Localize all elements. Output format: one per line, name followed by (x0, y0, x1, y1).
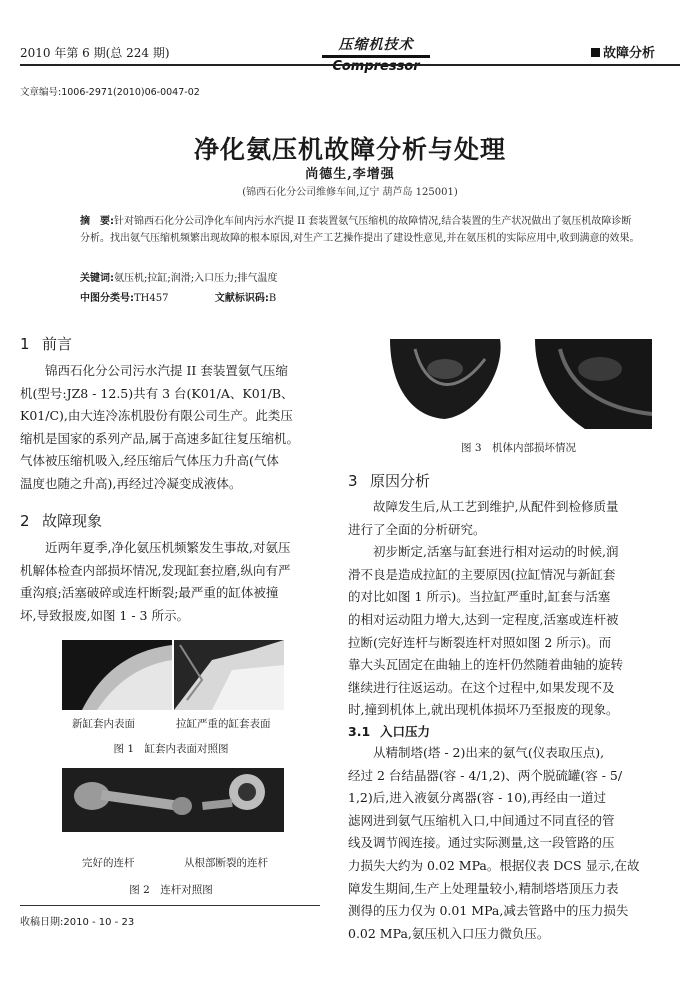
para-line: 锦西石化分公司污水汽提 II 套装置氨气压缩 (45, 363, 288, 378)
footer-rule (20, 905, 320, 906)
section-3-1-body: 从精制塔(塔 - 2)出来的氨气(仪表取压点), 经过 2 台结晶器(容 - 4/1,2)、两个脱硫罐(容 - 5/ 1,2)后,进入液氨分离器(容 - 10),再经由一道过 滤网进到氨气压缩机入口,中间通过不同直径的管 线及调节阀连接。通过实际测量,这一段管路的压 力损失大约为 0.02 MPa。根据仪表 DCS 显示,在故 障发生期间,生产上处理量较小,精制塔塔顶压力表 测得的压力仅为 0.01 MPa,减去管路中的压力损失 0.02 MPa,氨压机入口压力微负压。 (348, 745, 640, 941)
square-icon (591, 48, 600, 57)
section-3-1-heading: 3.1 入口压力 (348, 724, 431, 739)
figure-3-image (385, 339, 652, 429)
abstract-text: 针对锦西石化分公司净化车间内污水汽提 II 套装置氨气压缩机的故障情况,结合装置的生产状况做出了氨压机故障诊断分析。找出氨气压缩机频繁出现故障的根本原因,对生产工艺操作提出了建设性意见,并在氨压机的实际应用中,收到满意的效果。 (80, 216, 640, 244)
received-date: 收稿日期:2010 - 10 - 23 (20, 917, 135, 928)
figure-1-image (62, 640, 284, 710)
classification: 中图分类号:TH457 文献标识码:B (80, 293, 277, 304)
figure-2-caption: 图 2 连杆对照图 (129, 884, 213, 896)
keywords-text: 氨压机;拉缸;润滑;入口压力;排气温度 (114, 273, 278, 284)
section-3-heading: 3 原因分析 (348, 472, 431, 490)
section-label: 故障分析 (591, 42, 655, 61)
figure-1-left-label: 新缸套内表面 (72, 718, 135, 730)
figure-1-right-label: 拉缸严重的缸套表面 (176, 718, 271, 730)
authors: 尚德生,李增强 (305, 167, 395, 182)
affiliation: (锦西石化分公司维修车间,辽宁 葫芦岛 125001) (242, 187, 458, 198)
section-1-body: 锦西石化分公司污水汽提 II 套装置氨气压缩 机(型号:JZ8 - 12.5)共有 3 台(K01/A、K01/B、 K01/C),由大连冷冻机股份有限公司生产。此类压 缩机是国家的系列产品,属于高速多缸往复压缩机。 气体被压缩机吸入,经压缩后气体压力升高(气体 温度也随之升高),再经过冷凝变成液体。 (20, 360, 322, 496)
section-3-body: 故障发生后,从工艺到维护,从配件到检修质量 进行了全面的分析研究。 初步断定,活塞与缸套进行相对运动的时候,润 滑不良是造成拉缸的主要原因(拉缸情况与新缸套 的对比如图 1 所示)。当拉缸严重时,缸套与活塞 的相对运动阻力增大,达到一定程度,活塞或连杆被 拉断(完好连杆与断裂连杆对照如图 2 所示)。而 靠大头瓦固定在曲轴上的连杆仍然随着曲轴的旋转 继续进行往返运动。在这个过程中,如果发现不及 时,撞到机体上,就出现机体损坏乃至报废的现象。 (348, 499, 624, 718)
issue-info: 2010 年第 6 期(总 224 期) (20, 46, 170, 60)
keywords: 关键词:氨压机;拉缸;润滑;入口压力;排气温度 (80, 273, 278, 284)
figure-2-image (62, 768, 284, 832)
section-2-heading: 2 故障现象 (20, 512, 103, 530)
figure-1-caption: 图 1 缸套内表面对照图 (113, 743, 229, 755)
abstract (80, 213, 640, 247)
figure-3-caption: 图 3 机体内部损坏情况 (460, 442, 577, 454)
figure-2-right-label: 从根部断裂的连杆 (184, 857, 268, 869)
logo-title: 压缩机技术 (338, 37, 414, 53)
section-1-heading: 1 前言 (20, 335, 73, 353)
abstract-label: 摘 要: (80, 216, 114, 227)
article-number: 文章编号:1006-2971(2010)06-0047-02 (20, 87, 200, 98)
logo-subtitle: Compressor (332, 59, 420, 74)
figure-2-left-label: 完好的连杆 (82, 857, 135, 869)
journal-logo (322, 34, 430, 74)
page-title: 净化氨压机故障分析与处理 (193, 135, 506, 164)
header-rule (20, 64, 680, 66)
section-2-body: 近两年夏季,净化氨压机频繁发生事故,对氨压 机解体检查内部损坏情况,发现缸套拉磨,纵向有严 重沟痕;活塞破碎或连杆断裂;最严重的缸体被撞 坏,导致报废,如图 1 - 3 所示。 (20, 540, 291, 623)
